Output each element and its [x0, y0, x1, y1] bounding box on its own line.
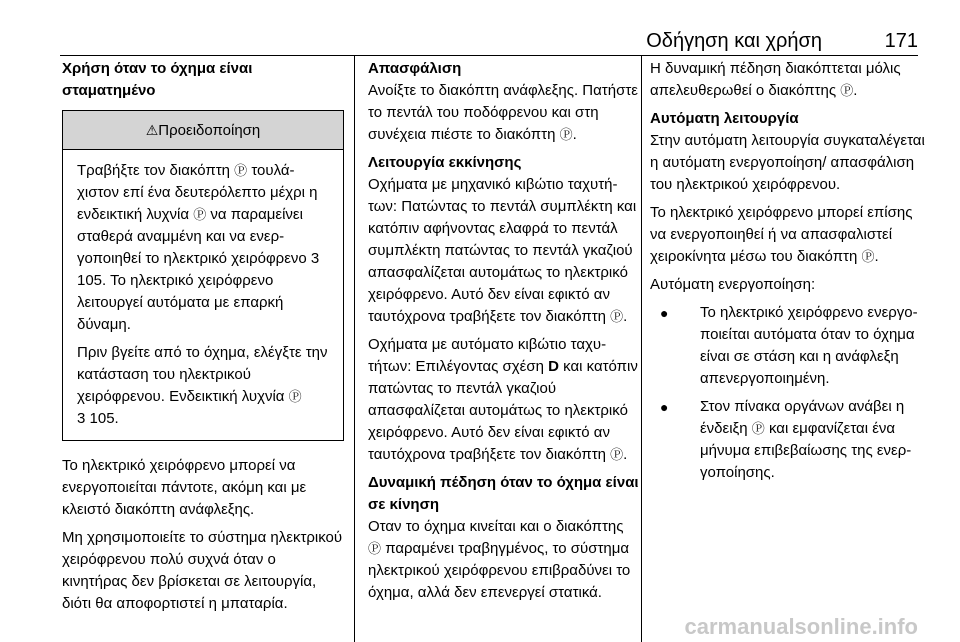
page-number: 171 — [884, 30, 918, 52]
bullet-icon: ● — [660, 305, 669, 321]
page-title: Οδήγηση και χρήση — [646, 30, 822, 52]
section-heading-automatic: Αυτόματη λειτουργία — [650, 110, 799, 127]
section-heading-dynamic-braking: Δυναμική πέδηση όταν το όχημα είναι σε κίνηση — [368, 474, 639, 513]
section-heading-stationary: Χρήση όταν το όχημα είναι σταματημένο — [62, 60, 253, 99]
parking-brake-icon: Ⓟ — [610, 309, 624, 324]
header-divider — [60, 55, 918, 56]
paragraph: Ανοίξτε το διακόπτη ανάφλεξης. Πατήστε το πεντάλ του ποδόφρενου και στη συνέχεια πιέστε το διακόπτη Ⓟ. — [368, 82, 638, 143]
warning-icon: ⚠ — [145, 122, 159, 138]
warning-paragraph-1: Τραβήξτε τον διακόπτη Ⓟ τουλάχιστον επί ένα δευτερόλεπτο μέχρι η ενδεικτική λυχνία Ⓟ να παραμείνει σταθερά αναμμένη και να ενεργοποιηθεί το ηλεκτρικό χειρόφρενο 3 105. Το ηλεκτρικό χειρόφρενο λειτουργεί αυτόματα με επαρκή δύναμη. — [77, 162, 320, 333]
list-item: ● Το ηλεκτρικό χειρόφρενο ενεργοποιείται αυτόματα όταν το όχημα είναι σε στάση και η ανάφλεξη απενεργοποιημένη. — [650, 302, 928, 390]
paragraph: Οχήματα με μηχανικό κιβώτιο ταχυτήτων: Πατώντας το πεντάλ συμπλέκτη και κατόπιν αφήνοντας ελαφρά το πεντάλ συμπλέκτη πατώντας το πεντάλ γκαζιού απασφαλίζεται αυτομάτως το ηλεκτρικό χειρόφρενο. Αυτό δεν είναι εφικτό αν ταυτόχρονα τραβήξετε τον διακόπτη Ⓟ. — [368, 176, 637, 325]
paragraph: Οχήματα με αυτόματο κιβώτιο ταχυτήτων: Επιλέγοντας σχέση D και κατόπιν πατώντας το πεντάλ γκαζιού απασφαλίζεται αυτομάτως το ηλεκτρικό χειρόφρενο. Αυτό δεν είναι εφικτό αν ταυτόχρονα τραβήξετε τον διακόπτη Ⓟ. — [368, 336, 638, 463]
section-heading-drive-away: Λειτουργία εκκίνησης — [368, 154, 522, 171]
parking-brake-icon: Ⓟ — [368, 541, 382, 556]
page-ref-arrow-icon: 3 — [77, 410, 86, 427]
parking-brake-icon: Ⓟ — [861, 249, 875, 264]
parking-brake-icon: Ⓟ — [234, 163, 248, 178]
page-ref-link[interactable]: 105 — [77, 272, 103, 289]
paragraph: Το ηλεκτρικό χειρόφρενο μπορεί επίσης να ενεργοποιηθεί ή να απασφαλιστεί χειροκίνητα μέσω του διακόπτη Ⓟ. — [650, 204, 913, 265]
column-1 — [62, 58, 344, 621]
gear-label: D — [548, 358, 559, 375]
column-divider-1 — [354, 56, 355, 642]
warning-header — [63, 111, 343, 150]
page-ref-link[interactable]: 105. — [89, 410, 119, 427]
parking-brake-icon: Ⓟ — [840, 83, 854, 98]
paragraph: Αυτόματη ενεργοποίηση: — [650, 276, 816, 293]
warning-paragraph-2: Πριν βγείτε από το όχημα, ελέγξτε την κατάσταση του ηλεκτρικού χειρόφρενου. Ενδεικτική λυχνία Ⓟ 3 105. — [77, 344, 328, 427]
section-heading-release: Απασφάλιση — [368, 60, 462, 77]
paragraph: Η δυναμική πέδηση διακόπτεται μόλις απελευθερωθεί ο διακόπτης Ⓟ. — [650, 60, 901, 99]
parking-brake-icon: Ⓟ — [288, 389, 302, 404]
parking-brake-icon: Ⓟ — [610, 447, 624, 462]
list-item: ● Στον πίνακα οργάνων ανάβει η ένδειξη Ⓟ και εμφανίζεται ένα μήνυμα επιβεβαίωσης της ενεργοποίησης. — [650, 396, 928, 484]
column-divider-2 — [641, 56, 642, 642]
parking-brake-indicator-icon: Ⓟ — [751, 421, 765, 436]
warning-box — [62, 110, 344, 441]
paragraph: Μη χρησιμοποιείτε το σύστημα ηλεκτρικού χειρόφρενου πολύ συχνά όταν ο κινητήρας δεν βρίσκεται σε λειτουργία, διότι θα αποφορτιστεί η μπαταρία. — [62, 529, 343, 612]
page-ref-arrow-icon: 3 — [310, 250, 320, 267]
paragraph: Στην αυτόματη λειτουργία συγκαταλέγεται η αυτόματη ενεργοποίηση/ απασφάλιση του ηλεκτρικού χειρόφρενου. — [650, 132, 925, 193]
watermark-logo: carmanualsonline.info — [684, 614, 918, 639]
parking-brake-icon: Ⓟ — [559, 127, 573, 142]
column-2 — [368, 58, 640, 610]
column-3 — [650, 58, 928, 490]
paragraph: Οταν το όχημα κινείται και ο διακόπτης Ⓟ παραμένει τραβηγμένος, το σύστημα ηλεκτρικού χειρόφρενου επιβραδύνει το όχημα, αλλά δεν επενεργεί στατικά. — [368, 518, 631, 601]
warning-title: Προειδοποίηση — [158, 122, 261, 139]
warning-body — [63, 150, 343, 440]
parking-brake-icon: Ⓟ — [193, 207, 207, 222]
bullet-icon: ● — [660, 399, 669, 415]
paragraph: Το ηλεκτρικό χειρόφρενο μπορεί να ενεργοποιείται πάντοτε, ακόμη και με κλειστό διακόπτη ανάφλεξης. — [62, 457, 307, 518]
